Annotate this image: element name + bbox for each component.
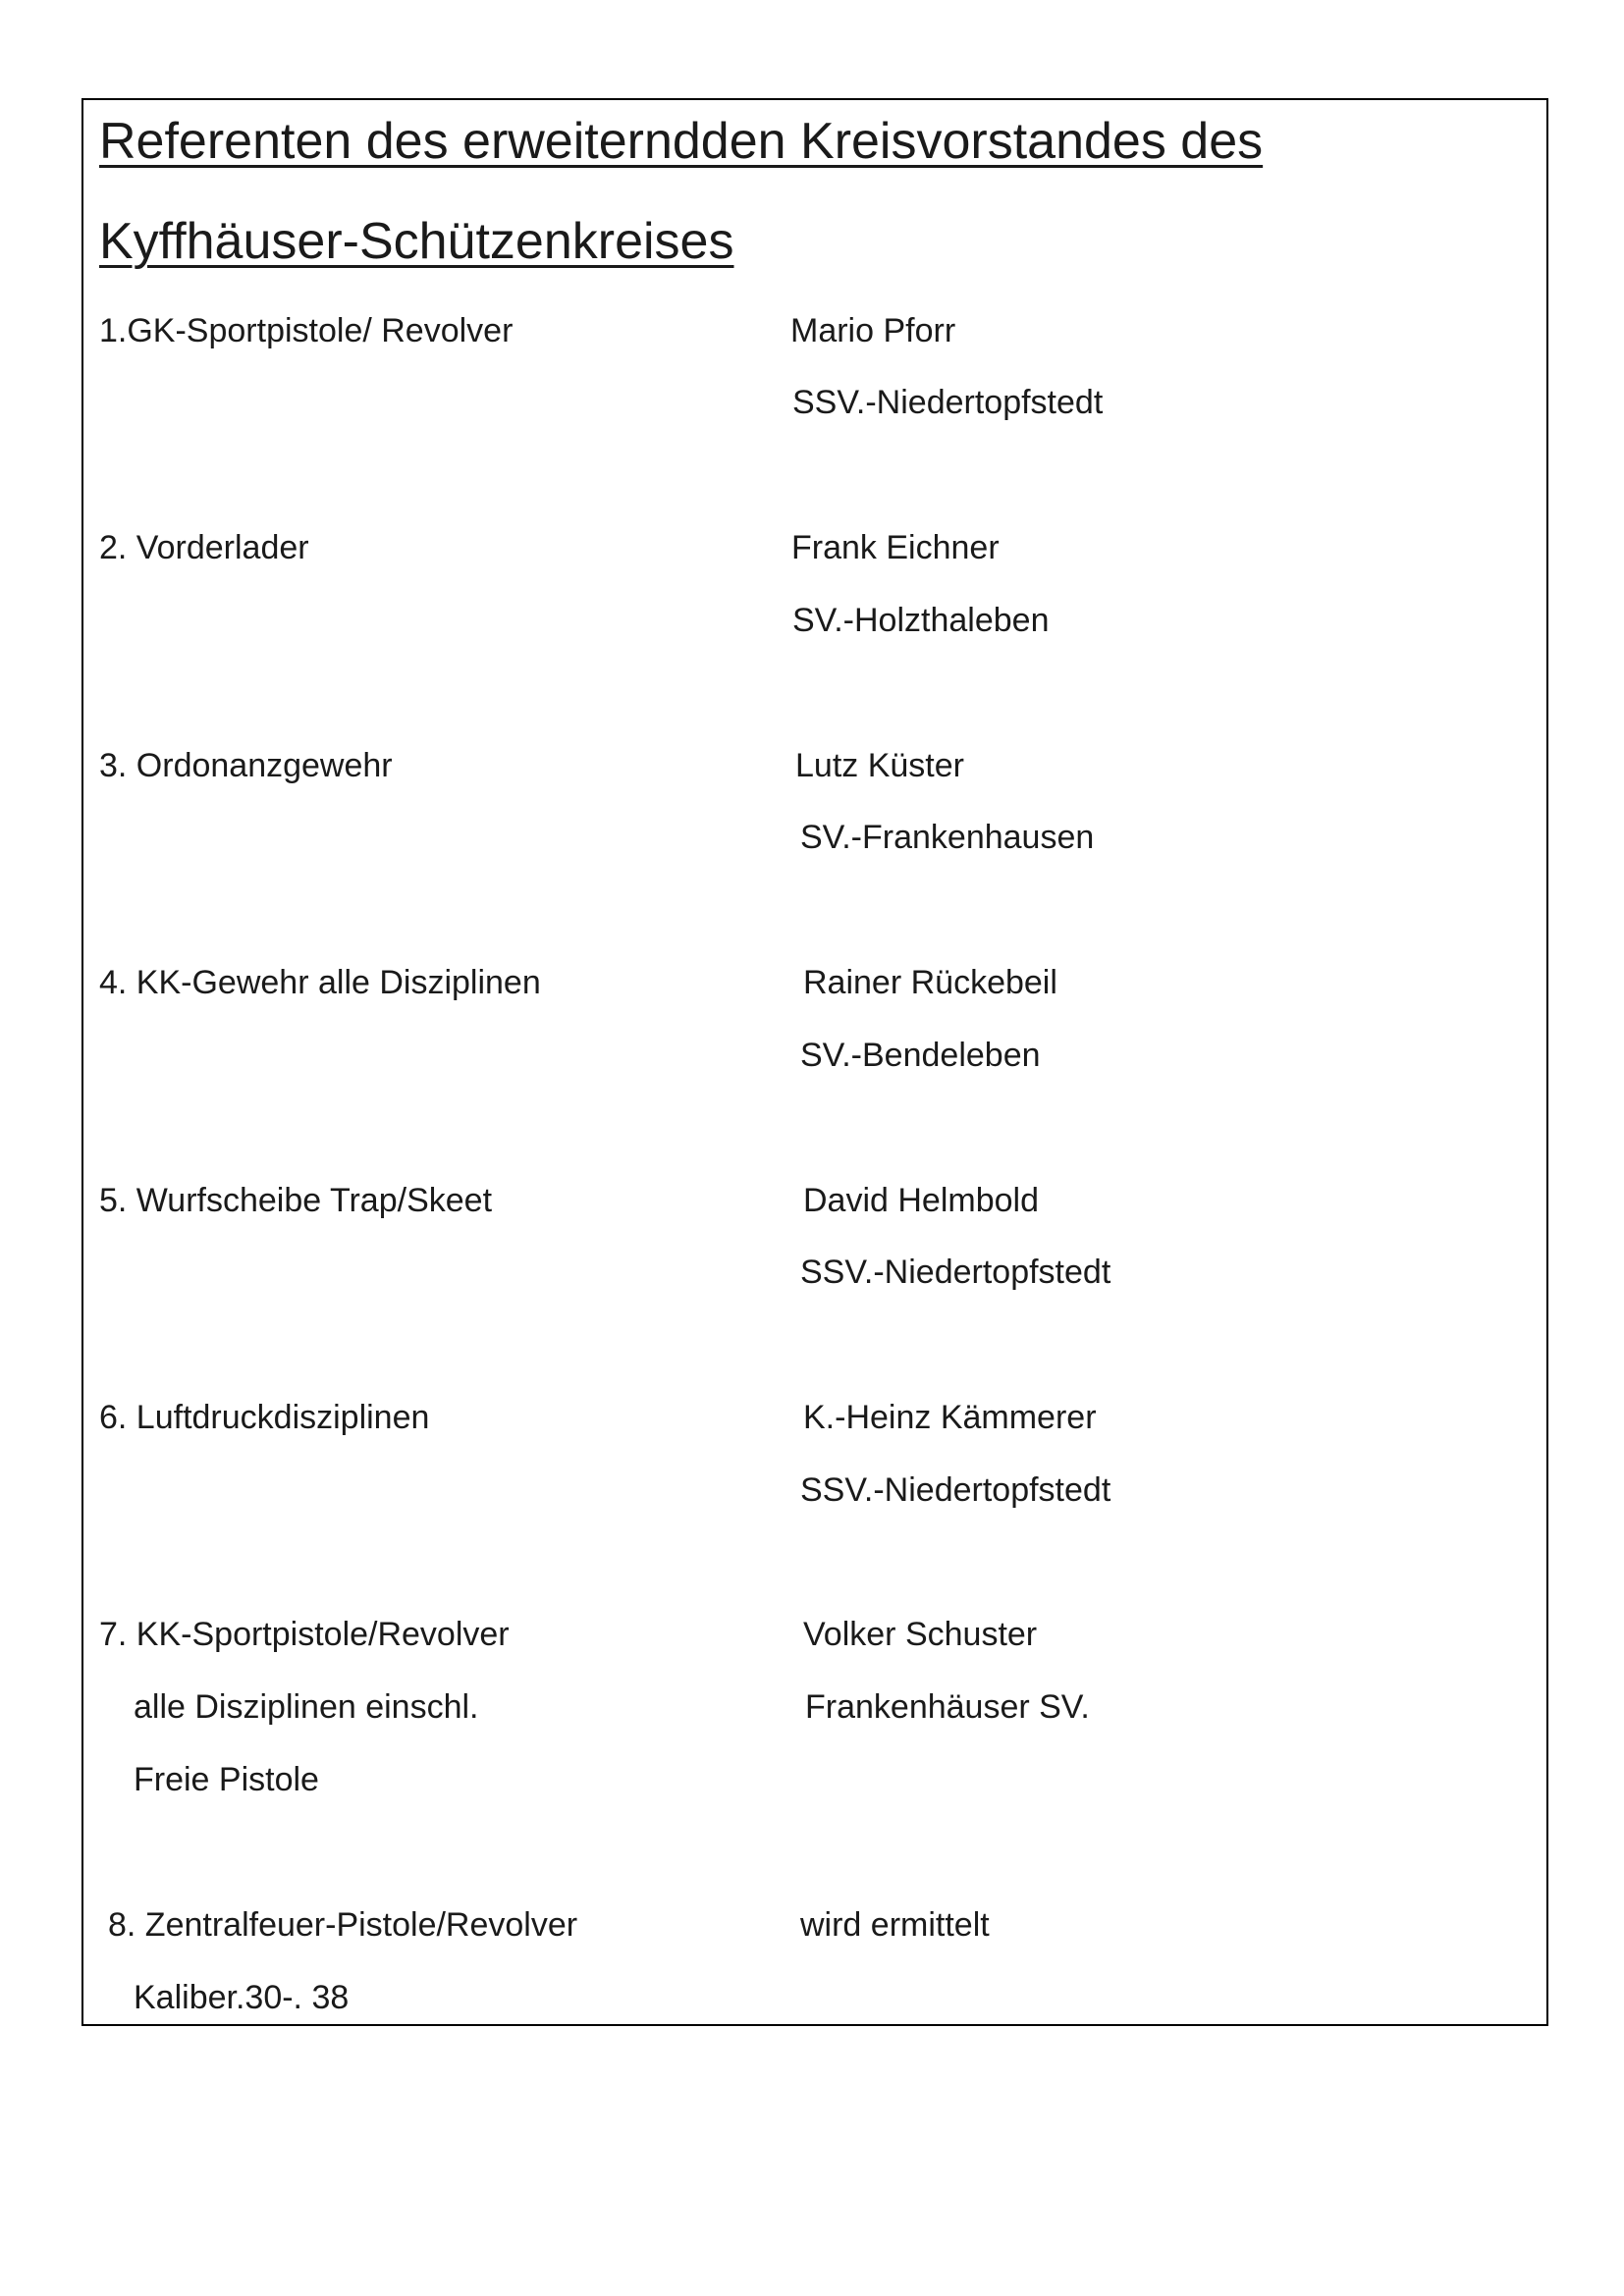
entry-3-club: SV.-Frankenhausen [800, 819, 1095, 856]
entry-7-club: Frankenhäuser SV. [805, 1688, 1090, 1726]
entry-4-club: SV.-Bendeleben [800, 1037, 1041, 1074]
entry-6-club: SSV.-Niedertopfstedt [800, 1471, 1111, 1509]
entry-4-discipline: 4. KK-Gewehr alle Disziplinen [99, 964, 541, 1001]
entry-1-club: SSV.-Niedertopfstedt [792, 384, 1104, 421]
entry-3-discipline: 3. Ordonanzgewehr [99, 747, 393, 784]
entry-7-discipline-line-1: 7. KK-Sportpistole/Revolver [99, 1616, 510, 1653]
entry-8-discipline-line-1: 8. Zentralfeuer-Pistole/Revolver [108, 1906, 578, 1944]
entry-2-person: Frank Eichner [791, 529, 1000, 566]
entry-8-person: wird ermittelt [800, 1906, 990, 1944]
entry-5-club: SSV.-Niedertopfstedt [800, 1254, 1111, 1291]
entry-6-discipline: 6. Luftdruckdisziplinen [99, 1399, 430, 1436]
entry-2-discipline: 2. Vorderlader [99, 529, 309, 566]
entry-7-discipline-line-3: Freie Pistole [134, 1761, 319, 1798]
entry-5-discipline: 5. Wurfscheibe Trap/Skeet [99, 1182, 493, 1219]
document-title-line-1: Referenten des erweiterndden Kreisvorstandes des [99, 113, 1264, 170]
entry-1-discipline: 1.GK-Sportpistole/ Revolver [99, 312, 514, 349]
document-title-line-2: Kyffhäuser-Schützenkreises [99, 213, 734, 270]
entry-7-discipline-line-2: alle Disziplinen einschl. [134, 1688, 479, 1726]
entry-8-discipline-line-2: Kaliber.30-. 38 [134, 1979, 350, 2016]
entry-7-person: Volker Schuster [803, 1616, 1038, 1653]
entry-6-person: K.-Heinz Kämmerer [803, 1399, 1097, 1436]
entry-4-person: Rainer Rückebeil [803, 964, 1057, 1001]
entry-5-person: David Helmbold [803, 1182, 1039, 1219]
entry-2-club: SV.-Holzthaleben [792, 602, 1050, 639]
entry-1-person: Mario Pforr [790, 312, 956, 349]
entry-3-person: Lutz Küster [795, 747, 964, 784]
